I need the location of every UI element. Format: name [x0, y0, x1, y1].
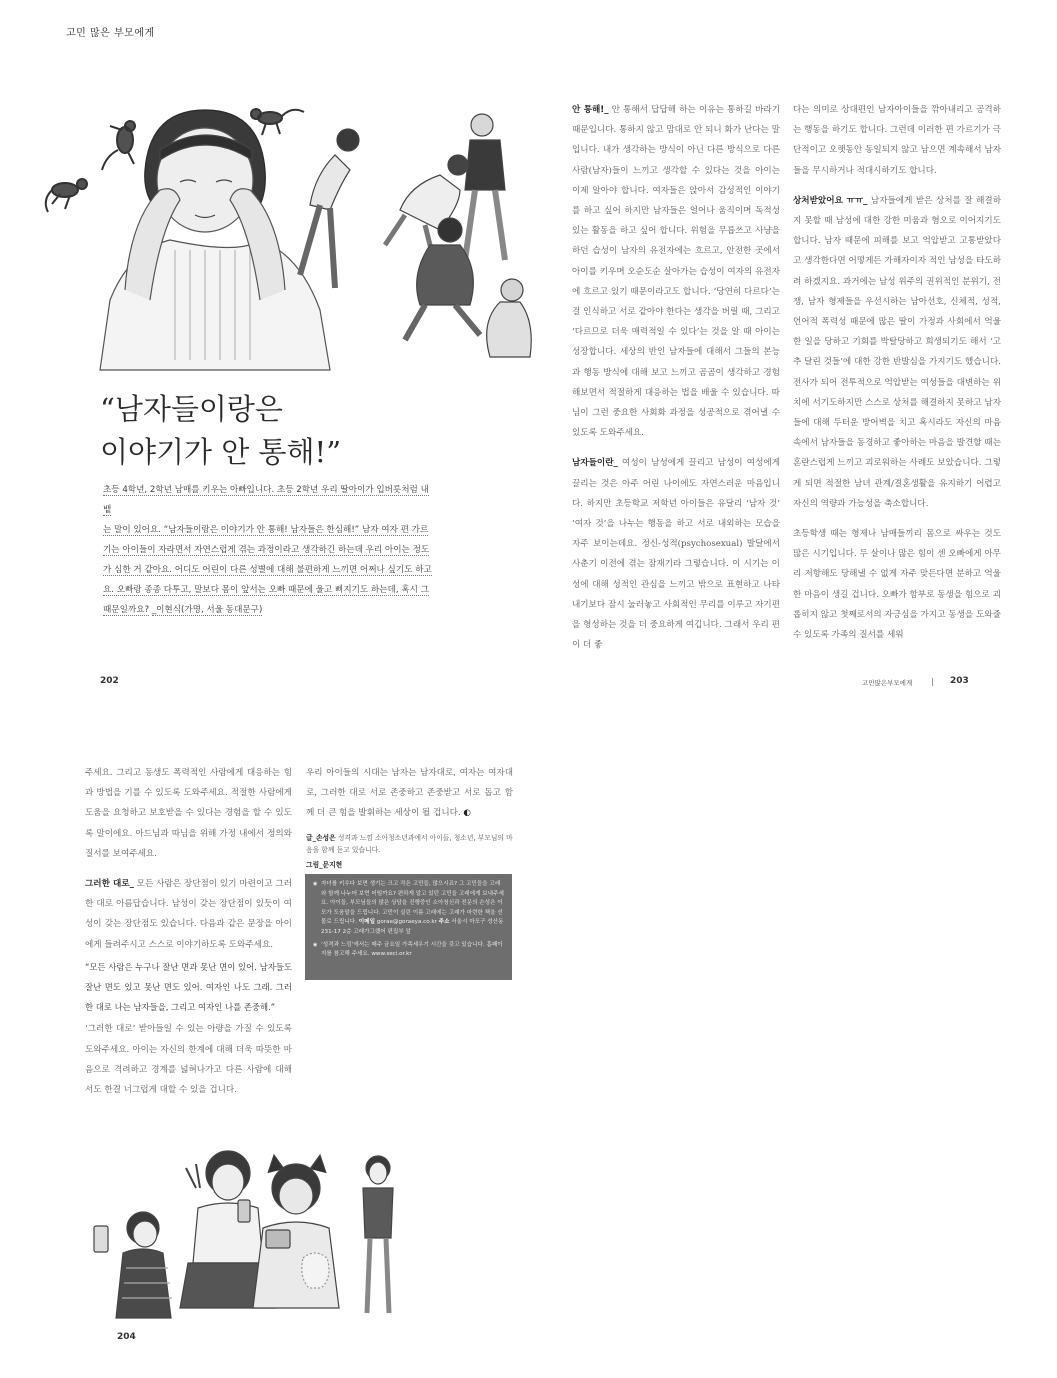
question-author: _이현식(가명, 서울 동대문구)	[151, 605, 263, 615]
address-text: 서울시 마포구 성산동 231-17 2층 고래가그랬어 편집부 앞	[321, 919, 504, 935]
paragraph: ‘그러한 대로’ 받아들일 수 있는 아량을 가질 수 있도록 도와주세요. 아이는 자신의 한계에 대해 더욱 따뜻한 마음으로 격려하고 경계를 넓혀나가고 다른 사람에 대해서도 한결 너그럽게 대할 수 있을 겁니다.	[85, 1024, 292, 1096]
pull-quote-title	[100, 388, 341, 474]
section-lead: 남자들이란_	[572, 458, 618, 469]
paragraph: 모든 사람은 장단점이 있기 마련이고 그러한 대로 아름답습니다. 남성이 갖는 장단점이 있듯이 여성이 갖는 장단점도 있습니다. 다음과 같은 문장을 아이에게 들려주시고 스스로 이야기하도록 도와주세요.	[85, 879, 293, 950]
running-header: 고민 많은 부모에게	[66, 28, 155, 39]
footer-title: 고민많은부모에게	[862, 679, 913, 687]
question-line: 요. 오빠랑 종종 다투고, 말보다 몸이 앞서는 오빠 때문에 울고 삐지기도 하는데, 혹시 그	[103, 585, 429, 595]
question-line: 가 심한 거 같아요. 어디도 어린이 다른 성별에 대해 불편하게 느끼면 어쩌나 싶기도 하고	[103, 565, 432, 575]
question-line: 초등 4학년, 2학년 남매를 키우는 아빠입니다. 초등 2학년 우리 딸아이가 입버릇처럼 내뱉	[103, 485, 429, 515]
info-text: ‘성격과 느낌’에서는 매주 금요일 가족세우기 시간을 갖고 있습니다. 홈페이지를 참고해 주세요. www.seci.or.kr	[321, 941, 503, 958]
page-number-204: 204	[117, 1332, 136, 1342]
section-lead: 그러한 대로_	[85, 879, 134, 890]
children-with-phones-illustration	[88, 1148, 408, 1323]
girl-covering-ears-illustration	[30, 90, 560, 375]
handwritten-quote: “모든 사람은 누구나 잘난 면과 못난 면이 있어. 남자들도 잘난 면도 있고 못난 면도 있어. 여자인 나도 그래. 그러한 대로 나는 남자들을, 그리고 여자인 나를 존중해.”	[85, 961, 292, 1013]
end-mark-icon: ◐	[463, 808, 471, 819]
quote-line-1: “남자들이랑은	[100, 392, 283, 426]
footer-divider	[932, 678, 933, 686]
question-line: 때문일까요?	[103, 605, 150, 615]
paragraph: 주세요. 그리고 동생도 폭력적인 사람에게 대응하는 힘과 방법을 기를 수 있도록 도와주세요. 적절한 사람에게 도움을 요청하고 보호받을 수 있다는 경험을 할 수 있도록 말이에요. 아드님과 따님을 위해 가정 내에서 정의와 질서를 보여주세요.	[85, 768, 292, 859]
email-label: 이메일	[358, 919, 375, 926]
info-item	[313, 880, 504, 938]
article-column-1	[572, 100, 780, 665]
reader-question	[103, 480, 433, 620]
section-lead: 상처받았어요 ㅠㅠ_	[793, 195, 868, 206]
section-lead: 안 통해!_	[572, 105, 609, 115]
question-line: 는 말이 있어요. “남자들이랑은 이야기가 안 통해! 남자들은 한심해!” 남자 여자 편 가르	[103, 525, 429, 535]
paragraph: 초등학생 때는 형제나 남매들끼리 몸으로 싸우는 것도 많은 시기입니다. 두 살이나 많은 힘이 센 오빠에게 아무리 저항해도 당해낼 수 없게 자주 맞든다면 분하고 억울한 마음이 생길 겁니다. 오빠가 함부로 동생을 힘으로 괴롭히지 않고 첫째로서의 자긍심을 가지고 동생을 도와줄 수 있도록 가족의 질서를 세워	[793, 529, 1001, 641]
question-line: 기는 아이들이 자라면서 자연스럽게 겪는 과정이라고 생각하긴 하는데 우리 아이는 정도	[103, 545, 430, 555]
article-column-3	[85, 763, 292, 1110]
article-column-2	[793, 100, 1001, 655]
info-item	[313, 941, 504, 960]
page-number-202: 202	[100, 676, 119, 686]
paragraph: 남자들에게 받은 상처를 잘 해결하지 못할 때 남성에 대한 강한 미움과 혐오로 이어지기도 합니다. 남자 때문에 피해를 보고 억압받고 고통받았다고 생각한다면 어떻게든 가해자이자 적인 남성을 타도하려 하겠지요. 과거에는 남성 위주의 권위적인 분위기, 전쟁, 남자 형제들을 우선시하는 남아선호, 신체적, 성적, 언어적 폭력성 때문에 많은 딸이 가정과 사회에서 억울한 일을 당하고 기회를 박탈당하고 희생되기도 해서 ‘고추 달린 것들’에 대한 강한 반발심을 가지기도 했습니다. 전사가 되어 전투적으로 억압받는 여성들을 대변하는 위치에 서기도하지만 스스로 상처를 해결하지 못하고 남자들에 대해 두터운 방어벽을 치고 혹시라도 자신의 마음속에서 남자들을 동경하고 좋아하는 마음을 발견할 때는 혼란스럽게 느끼고 괴로워하는 사례도 보았습니다. 그렇게 되면 적절한 남녀 관계/결혼생활을 유지하기 어렵고 자신의 역량과 가능성을 축소합니다.	[793, 195, 1001, 509]
article-column-4	[306, 763, 513, 834]
info-text: 자녀를 키우다 보면 생기는 크고 작은 고민들, 많으시죠? 그 고민들을 고래와 함께 나누어 보면 어떨까요? 편하게 알고 있던 고민을 고래에게 보내주세요. 아이들, 부모님들의 많은 상담을 진행중인 소아청신과 전문의 손성은 이모가 도움말을 드립니다. 고민이 실린 이름 고래에는 고래가 마련한 책을 선물로 드립니다.	[321, 881, 504, 926]
email-link[interactable]: gorae@goraeya.co.kr	[376, 919, 437, 926]
paragraph: 여성이 남성에게 끌리고 남성이 여성에게 끌리는 것은 아주 어린 나이에도 자연스러운 마음입니다. 하지만 초등학교 저학년 아이들은 유달리 ‘남자 것’ ‘여자 것’을 나누는 행동을 하고 서로 내외하는 모습을 자주 보이는데요. 정신-성적(psychosexual) 발달에서 사춘기 이전에 겪는 잠재기라 그렇습니다. 이 시기는 이성에 대해 성적인 관심을 느끼고 밖으로 표현하고 나타내기보다 잠시 눌러놓고 사회적인 무리를 이루고 자기편을 형성하는 것을 더 중요하게 여깁니다. 그래서 우리 편이 더 좋	[572, 458, 780, 651]
illustrator-label: 그림_문지현	[306, 861, 343, 869]
author-label: 글_손성은	[306, 834, 336, 842]
info-box	[305, 874, 512, 980]
paragraph: 안 통해서 답답해 하는 이유는 통하길 바라기 때문입니다. 통하지 않고 맘대로 안 되니 화가 난다는 말입니다. 내가 생각하는 방식이 아닌 다른 방식으로 다른 사람(남자)들이 느끼고 생각할 수 있다는 것을 아이는 이제 알아야 합니다. 여자들은 앉아서 감성적인 이야기를 하고 싶어 하지만 남자들은 얼어나 움직이며 독적성 있는 활동을 하고 싶어 합니다. 위험을 무릅쓰고 사냥을 하던 습성이 남자의 유전자에는 흐르고, 안전한 곳에서 아이를 키우며 오순도순 살아가는 습성이 여자의 유전자에 흐르고 있기 때문이라고도 합니다. ‘당연히 다르다’는 걸 인식하고 서로 같아야 한다는 생각을 버릴 때, 그리고 ‘다르므로 더욱 매력적일 수 있다’는 것을 알 때 아이는 성장합니다. 세상의 반인 남자들에 대해서 그들의 본능과 행동 방식에 대해 보고 느끼고 곰곰이 생각하고 경험해보면서 적절하게 대응하는 법을 배울 수 있습니다. 따님이 그런 중요한 사회화 과정을 성공적으로 겪어낼 수 있도록 도와주세요.	[572, 105, 780, 439]
paragraph: 다는 의미로 상대편인 남자아이들을 깎아내리고 공격하는 행동을 하기도 합니다. 그런데 이러한 편 가르기가 극단적이고 오랫동안 동일되지 않고 남으면 계속해서 남자들을 무시하거나 적대시하기도 합니다.	[793, 105, 1001, 176]
author-credits	[306, 832, 516, 871]
page-number-203: 203	[950, 676, 969, 686]
paragraph: 우리 아이들의 시대는 남자는 남자대로, 여자는 여자대로, 그러한 대로 서로 존중하고 존중받고 서로 돕고 함께 더 큰 힘을 발휘하는 세상이 될 겁니다.	[306, 768, 513, 819]
address-label: 주소	[438, 919, 450, 926]
quote-line-2: 이야기가 안 통해!”	[100, 435, 342, 469]
author-bio: 성격과 느낌 소아청소년과에서 아이들, 청소년, 부모님의 마음을 함께 듣고 있습니다.	[306, 834, 513, 854]
